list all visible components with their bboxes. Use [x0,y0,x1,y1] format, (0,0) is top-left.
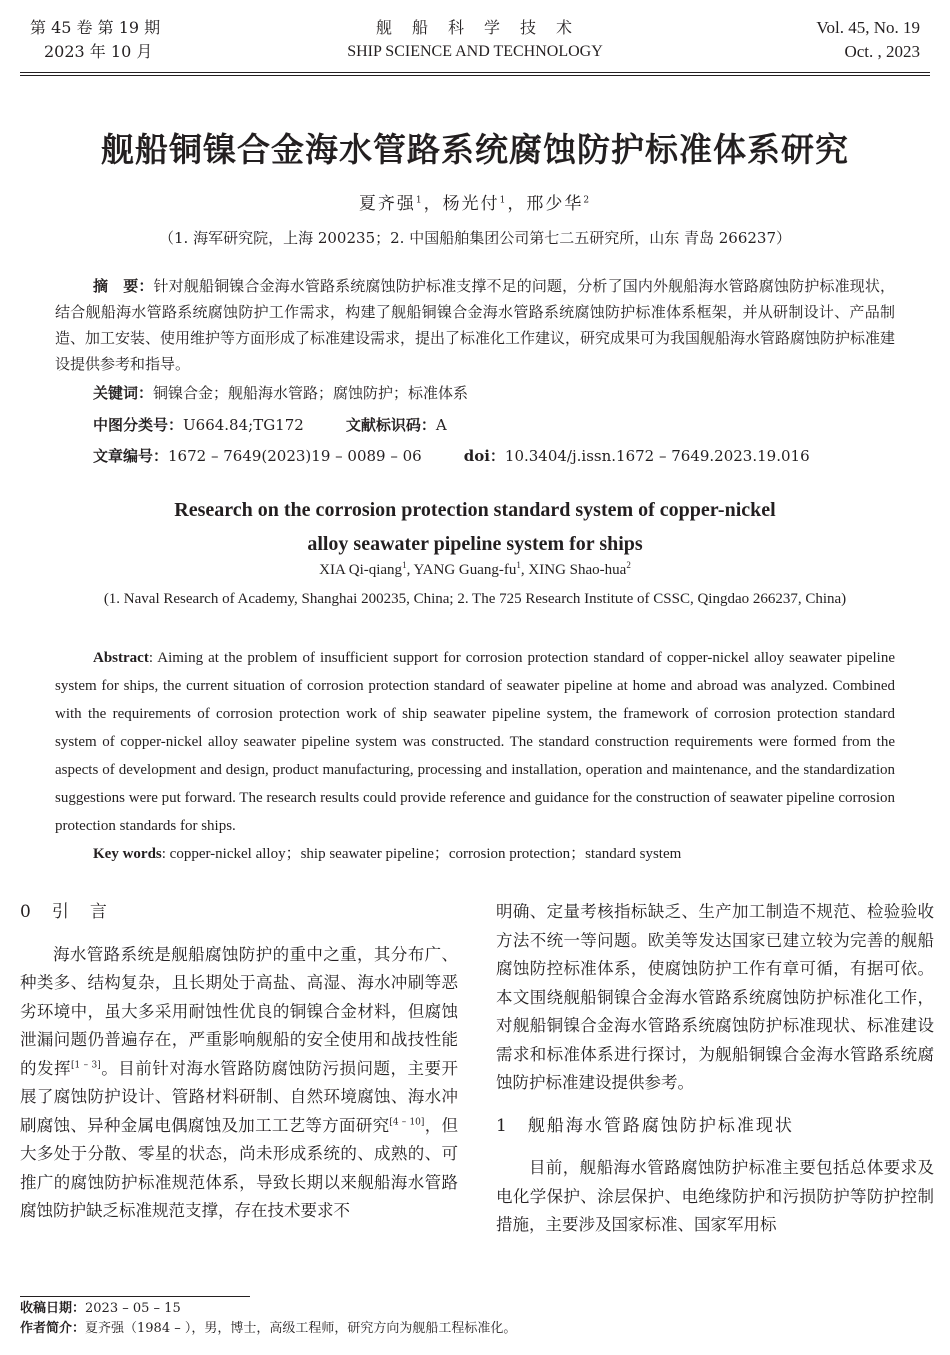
body-column-right [496,898,934,1240]
paper-title-en: Research on the corrosion protection standard system of copper-nickel alloy seawater pipeline system for ships [174,499,776,555]
abstract-cn-label: 摘 要： [93,277,154,295]
keywords-cn: 关键词：铜镍合金；舰船海水管路；腐蚀防护；标准体系 [93,384,469,402]
volume-issue-cn: 第 45 卷 第 19 期 [30,18,161,37]
keywords-en: Key words: copper-nickel alloy；ship seawater pipeline；corrosion protection；standard system [93,846,682,862]
date-cn: 2023 年 10 月 [44,42,153,61]
authors-en: XIA Qi-qiang$^1$, YANG Guang-$fu^1$, XING Shao-hua$^2$ [319,560,631,578]
abstract-en [55,644,895,840]
footnote-received: 收稿日期：2023 – 05 – 15 [20,1301,181,1316]
footnote-author-bio: 作者简介：夏齐强（1984 – ），男，博士，高级工程师，研究方向为舰船工程标准化。 [20,1321,517,1336]
journal-name-cn: 舰 船 科 学 技 术 [375,18,574,37]
paragraph-3: 目前，舰船海水管路腐蚀防护标准主要包括总体要求及电化学保护、涂层保护、电绝缘防护和污损防护等防护控制措施，主要涉及国家标准、国家军用标 [496,1158,934,1234]
paragraph-2: 明确、定量考核指标缺乏、生产加工制造不规范、检验验收方法不统一等问题。欧美等发达国家已建立较为完善的舰船腐蚀防控标准体系，使腐蚀防护工作有章可循，有据可依。本文围绕舰船铜镍合金海水管路系统腐蚀防护标准化工作，对舰船铜镍合金海水管路系统腐蚀防护标准现状、标准建设需求和标准体系进行探讨，为舰船铜镍合金海水管路系统腐蚀防护标准建设提供参考。 [496,902,934,1092]
author-3: 邢少华 [526,194,584,214]
affiliation-cn: （1. 海军研究院，上海 200235；2. 中国船舶集团公司第七二五研究所，山东 青岛 266237） [159,229,791,247]
doi: 10.3404/j.issn.1672 – 7649.2023.19.016 [504,447,810,465]
journal-volume-en [816,16,920,64]
journal-name [0,16,950,64]
abstract-en-text: : Aiming at the problem of insufficient support for corrosion protection standard of copper-nickel alloy seawater pipeline system for ships, the current situation of corrosion protection standard of seawater pipeline at home and abroad was analyzed. Combined with the requirements of corrosion protection work of ship seawater pipeline system, the framework of corrosion protection standard system of copper-nickel alloy seawater pipeline system was constructed. The standard construction requirements were formed from the aspects of development and design, product manufacturing, processing and installation, operation and maintenance, and the standardization suggestions were put forward. The research results could provide reference and guidance for the construction of seawater pipeline corrosion protection standards for ships. [55,650,895,834]
section-heading-0: 0 引 言 [20,902,109,922]
date-en: Oct. , 2023 [844,42,920,61]
section-heading-1: 1 舰船海水管路腐蚀防护标准现状 [496,1115,794,1136]
paper-title-cn: 舰船铜镍合金海水管路系统腐蚀防护标准体系研究 [101,130,849,169]
journal-name-en: SHIP SCIENCE AND TECHNOLOGY [347,43,603,60]
article-id-line: 文章编号：1672 – 7649(2023)19 – 0089 – 06 doi：10.3404/j.issn.1672 – 7649.2023.19.016 [93,447,810,465]
header-rule [20,72,930,73]
clc-number: U664.84;TG172 [183,416,304,434]
article-number: 1672 – 7649(2023)19 – 0089 – 06 [168,447,422,465]
author-1: 夏齐强 [358,194,416,214]
body-column-left [20,898,458,1226]
affiliation-en: (1. Naval Research of Academy, Shanghai 200235, China; 2. The 725 Research Institute of CSSC, Qingdao 266237, China) [103,591,847,607]
abstract-cn-text: 针对舰船铜镍合金海水管路系统腐蚀防护标准支撑不足的问题，分析了国内外舰船海水管路腐蚀防护标准现状，结合舰船海水管路系统腐蚀防护工作需求，构建了舰船铜镍合金海水管路系统腐蚀防护标准体系框架，并从研制设计、产品制造、加工安装、使用维护等方面形成了标准建设需求，提出了标准化工作建议，研究成果可为我国舰船海水管路腐蚀防护标准建设提供参考和指导。 [55,277,896,373]
authors-cn: 夏齐强$^1$，杨光付$^1$，邢少华$^2$ [358,194,592,214]
doc-code: A [435,416,447,434]
classification-line: 中图分类号：U664.84;TG172 文献标识码：A [93,416,447,434]
volume-issue-en: Vol. 45, No. 19 [816,18,920,37]
header-rule-2 [20,75,930,76]
author-2: 杨光付 [442,194,500,214]
abstract-cn [55,273,895,377]
paragraph-1: 海水管路系统是舰船腐蚀防护的重中之重，其分布广、种类多、结构复杂，且长期处于高盐、高湿、海水冲刷等恶劣环境中，虽大多采用耐蚀性优良的铜镍合金材料，但腐蚀泄漏问题仍普遍存在，严重影响舰船的安全使用和战技性能的发挥[1 – 3]。目前针对海水管路防腐蚀防污损问题，主要开展了腐蚀防护设计、管路材料研制、自然环境腐蚀、海水冲刷腐蚀、异种金属电偶腐蚀及加工工艺等方面研究[4 – 10]，但大多处于分散、零星的状态，尚未形成系统的、成熟的、可推广的腐蚀防护标准规范体系，导致长期以来舰船海水管路腐蚀防护缺乏标准规范支撑，存在技术要求不 [20,944,459,1220]
abstract-en-label: Abstract [93,650,149,666]
footnote-rule [20,1296,250,1297]
